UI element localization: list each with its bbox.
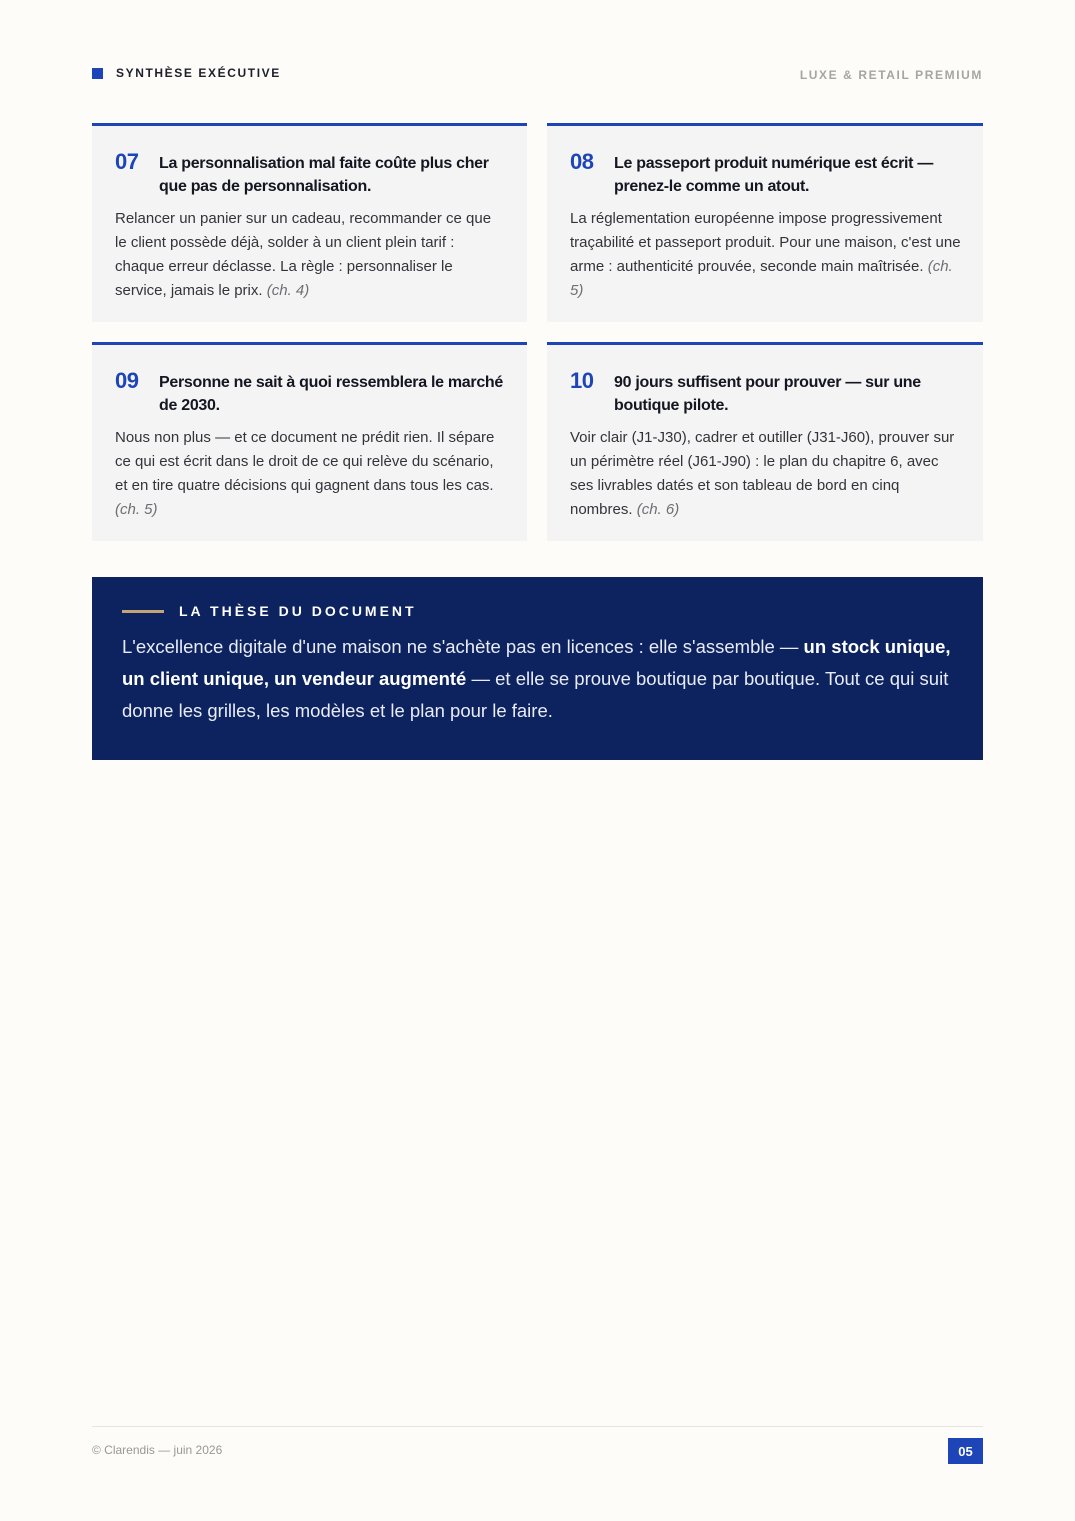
section-marker <box>92 66 281 80</box>
thesis-header <box>122 603 953 619</box>
key-point-card <box>547 342 983 541</box>
thesis-emphasis: un stock unique, un client unique, un vendeur augmenté <box>122 636 951 689</box>
chapter-reference: (ch. 6) <box>636 501 680 518</box>
card-body <box>115 207 505 303</box>
card-title: Le passeport produit numérique est écrit — prenez-le comme un atout. <box>614 155 934 195</box>
thesis-text <box>122 631 953 727</box>
thesis-label: LA THÈSE DU DOCUMENT <box>179 603 417 619</box>
gold-rule <box>122 610 164 613</box>
card-text: Nous non plus — et ce document ne prédit rien. Il sépare ce qui est écrit dans le droit de ce qui relève du scénario, et en tire quatre décisions qui gagnent dans tous les cas. <box>115 429 495 494</box>
card-text: Relancer un panier sur un cadeau, recommander ce que le client possède déjà, solder à un client plein tarif : chaque erreur déclasse. La règle : personnaliser le service, jamais le prix. <box>115 210 492 299</box>
card-header <box>570 369 961 417</box>
page-number: 05 <box>948 1438 983 1464</box>
card-title: La personnalisation mal faite coûte plus cher que pas de personnalisation. <box>159 155 489 195</box>
card-body <box>570 426 961 522</box>
chapter-reference: (ch. 5) <box>115 501 158 518</box>
card-text: La réglementation européenne impose progressivement traçabilité et passeport produit. Pour une maison, c'est une arme : authenticité prouvée, seconde main maîtrisée. <box>570 210 961 275</box>
card-header <box>115 150 505 198</box>
footer-divider <box>92 1426 983 1427</box>
card-body <box>570 207 961 303</box>
thesis-text-start: L'excellence digitale d'une maison ne s'achète pas en licences : elle s'assemble — <box>122 636 804 657</box>
card-number: 09 <box>115 368 139 393</box>
page-header <box>92 66 983 82</box>
card-number: 10 <box>570 368 594 393</box>
card-text: Voir clair (J1-J30), cadrer et outiller (J31-J60), prouver sur un périmètre réel (J61-J90) : le plan du chapitre 6, avec ses livrables datés et son tableau de bord en cinq nombres. <box>570 429 955 518</box>
series-title: LUXE & RETAIL PREMIUM <box>799 68 983 82</box>
chapter-reference: (ch. 5) <box>570 258 953 299</box>
chapter-reference: (ch. 4) <box>266 282 310 299</box>
key-point-card <box>547 123 983 322</box>
section-title: SYNTHÈSE EXÉCUTIVE <box>116 66 281 80</box>
key-point-card <box>92 342 527 541</box>
card-number: 07 <box>115 149 139 174</box>
card-number: 08 <box>570 149 594 174</box>
card-header <box>570 150 961 198</box>
copyright: © Clarendis — juin 2026 <box>92 1443 223 1457</box>
key-point-card <box>92 123 527 322</box>
card-title: 90 jours suffisent pour prouver — sur une boutique pilote. <box>614 374 921 414</box>
thesis-panel <box>92 577 983 760</box>
key-points-grid <box>92 123 983 541</box>
card-header <box>115 369 505 417</box>
card-body <box>115 426 505 522</box>
section-square-icon <box>92 68 103 79</box>
card-title: Personne ne sait à quoi ressemblera le marché de 2030. <box>159 374 503 414</box>
thesis-text-end: — et elle se prouve boutique par boutique. Tout ce qui suit donne les grilles, les modèles et le plan pour le faire. <box>122 668 949 721</box>
